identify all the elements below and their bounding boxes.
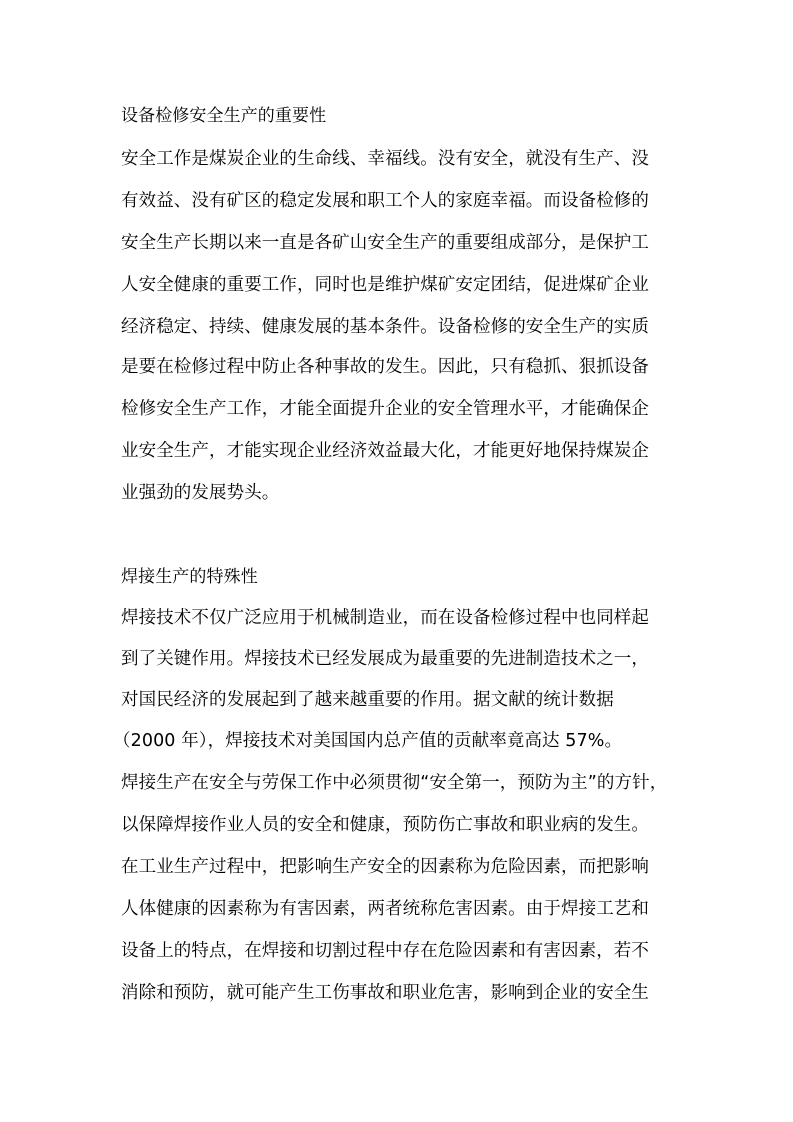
paragraph-line: 设备上的特点，在焊接和切割过程中存在危险因素和有害因素，若不 xyxy=(121,941,649,961)
paragraph-line: 焊接技术不仅广泛应用于机械制造业，而在设备检修过程中也同样起 xyxy=(121,608,649,628)
section-heading-welding-specificity: 焊接生产的特殊性 xyxy=(121,567,258,587)
paragraph-line: 检修安全生产工作，才能全面提升企业的安全管理水平，才能确保企 xyxy=(121,399,649,419)
paragraph-line: 是要在检修过程中防止各种事故的发生。因此，只有稳抓、狠抓设备 xyxy=(121,357,649,377)
paragraph-line: 消除和预防，就可能产生工伤事故和职业危害，影响到企业的安全生 xyxy=(121,983,649,1003)
paragraph-line: 人安全健康的重要工作，同时也是维护煤矿安定团结，促进煤矿企业 xyxy=(121,275,649,295)
paragraph-line: 人体健康的因素称为有害因素，两者统称危害因素。由于焊接工艺和 xyxy=(121,899,649,919)
paragraph-line: 在工业生产过程中，把影响生产安全的因素称为危险因素，而把影响 xyxy=(121,857,649,877)
paragraph-line: 业安全生产，才能实现企业经济效益最大化，才能更好地保持煤炭企 xyxy=(121,441,649,461)
paragraph-line: 经济稳定、持续、健康发展的基本条件。设备检修的安全生产的实质 xyxy=(121,317,649,337)
paragraph-line: 以保障焊接作业人员的安全和健康，预防伤亡事故和职业病的发生。 xyxy=(121,815,649,835)
paragraph-line: 安全生产长期以来一直是各矿山安全生产的重要组成部分，是保护工 xyxy=(121,233,649,253)
paragraph-line: 安全工作是煤炭企业的生命线、幸福线。没有安全，就没有生产、没 xyxy=(121,149,649,169)
paragraph-line: 对国民经济的发展起到了越来越重要的作用。据文献的统计数据 xyxy=(121,690,614,710)
paragraph-line: 有效益、没有矿区的稳定发展和职工个人的家庭幸福。而设备检修的 xyxy=(121,191,649,211)
paragraph-line: 业强劲的发展势头。 xyxy=(121,483,280,503)
section-heading-maintenance-safety: 设备检修安全生产的重要性 xyxy=(121,106,327,126)
paragraph-line: 焊接生产在安全与劳保工作中必须贯彻“安全第一，预防为主”的方针， xyxy=(121,773,668,793)
paragraph-line: 到了关键作用。焊接技术已经发展成为最重要的先进制造技术之一， xyxy=(121,649,649,669)
paragraph-line: （2000 年），焊接技术对美国国内总产值的贡献率竟高达 57%。 xyxy=(113,731,623,751)
